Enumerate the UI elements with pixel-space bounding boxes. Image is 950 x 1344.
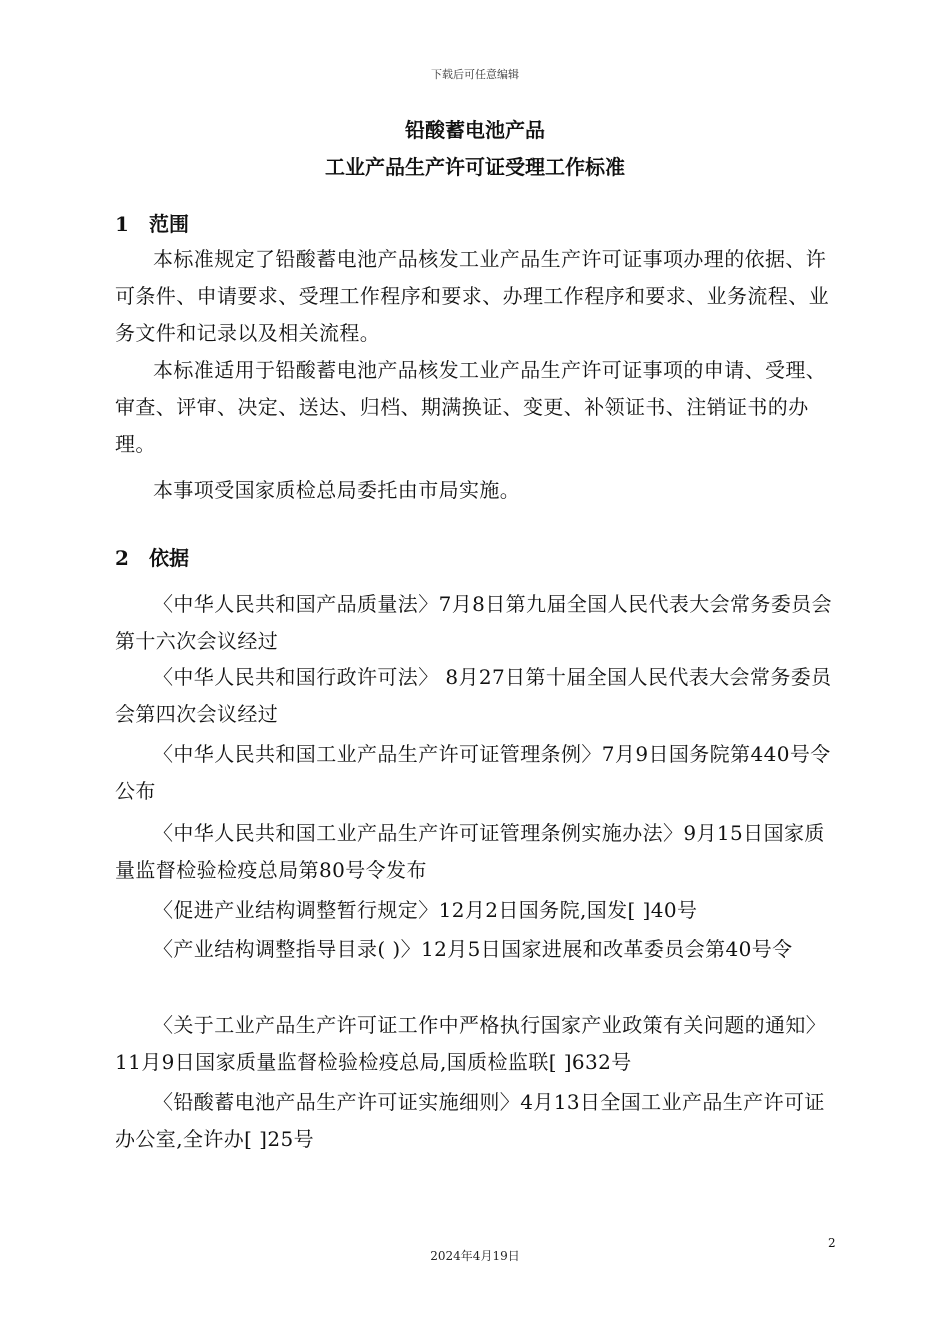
reference-item: 〈促进产业结构调整暂行规定〉12月2日国务院,国发[ ]40号 (153, 898, 698, 922)
page-number: 2 (828, 1236, 836, 1250)
reference-item: 〈中华人民共和国行政许可法〉 8月27日第十届全国人民代表大会常务委员会第四次会议经过 (115, 665, 832, 726)
footer-date: 2024年4月19日 (430, 1249, 520, 1263)
section-1-heading (115, 208, 189, 237)
section-2-number: 2 (115, 546, 129, 570)
section-1-number: 1 (115, 212, 129, 236)
reference-item: 〈关于工业产品生产许可证工作中严格执行国家产业政策有关问题的通知〉11月9日国家质量监督检验检疫总局,国质检监联[ ]632号 (115, 1013, 827, 1074)
reference-item: 〈产业结构调整指导目录( )〉12月5日国家进展和改革委员会第40号令 (153, 937, 793, 961)
section-2-heading (115, 542, 189, 571)
section-1-title: 范围 (149, 212, 189, 236)
reference-item: 〈铅酸蓄电池产品生产许可证实施细则〉4月13日全国工业产品生产许可证办公室,全许办[ ]25号 (115, 1090, 825, 1151)
document-title-line1: 铅酸蓄电池产品 (405, 118, 545, 142)
document-title-line2: 工业产品生产许可证受理工作标准 (325, 155, 625, 179)
section-1-paragraph: 本事项受国家质检总局委托由市局实施。 (153, 478, 521, 502)
reference-item: 〈中华人民共和国工业产品生产许可证管理条例实施办法〉9月15日国家质量监督检验检疫总局第80号令发布 (115, 821, 825, 882)
section-1-paragraph: 本标准适用于铅酸蓄电池产品核发工业产品生产许可证事项的申请、受理、审查、评审、决定、送达、归档、期满换证、变更、补领证书、注销证书的办理。 (115, 358, 827, 456)
section-2-title: 依据 (149, 546, 189, 570)
section-1-paragraph: 本标准规定了铅酸蓄电池产品核发工业产品生产许可证事项办理的依据、许可条件、申请要求、受理工作程序和要求、办理工作程序和要求、业务流程、业务文件和记录以及相关流程。 (115, 247, 829, 345)
reference-item: 〈中华人民共和国产品质量法〉7月8日第九届全国人民代表大会常务委员会第十六次会议经过 (115, 592, 833, 653)
page-header: 下载后可任意编辑 (431, 68, 519, 81)
reference-item: 〈中华人民共和国工业产品生产许可证管理条例〉7月9日国务院第440号令公布 (115, 742, 831, 803)
